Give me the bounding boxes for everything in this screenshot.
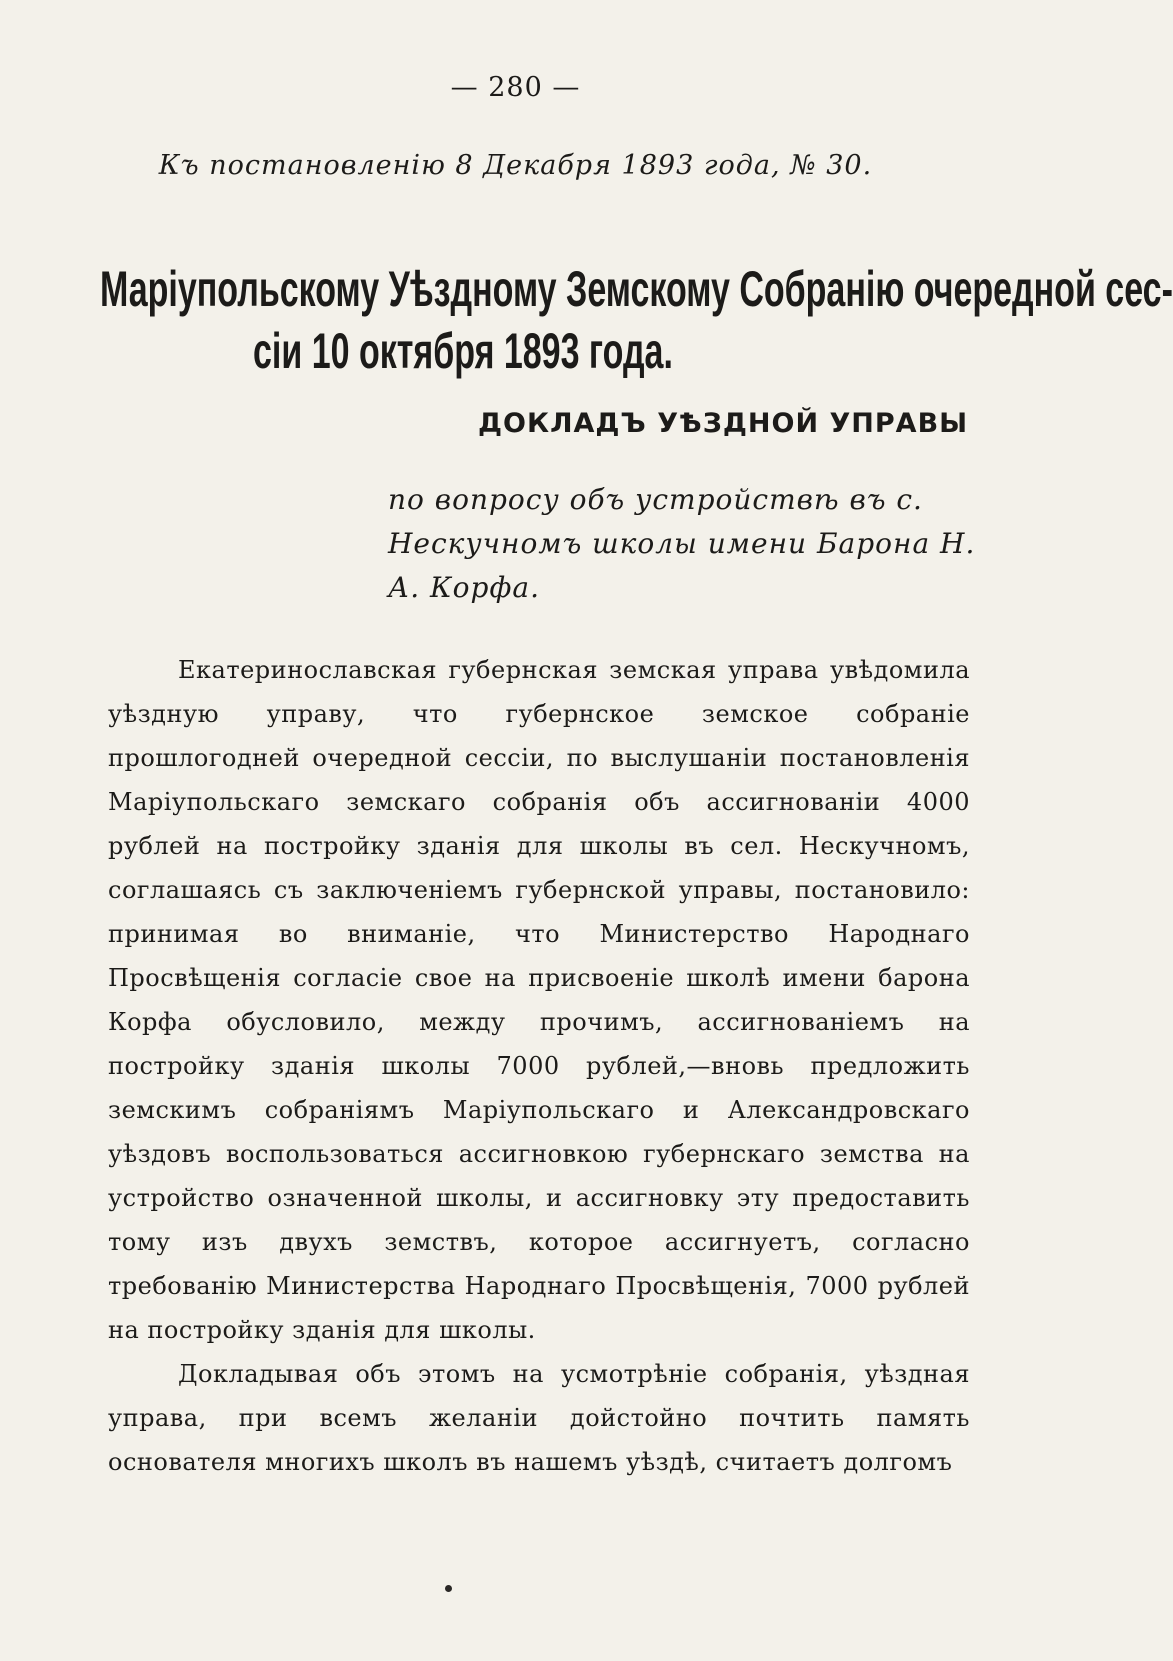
- report-body: [108, 648, 970, 1484]
- addressee-line-1: Маріупольскому Уѣздному Земскому Собранію очередной сес-: [100, 261, 1173, 317]
- body-paragraph-1: Екатеринославская губернская земская управа увѣдомила уѣздную управу, что губернское земское собраніе прошлогодней очередной сессіи, по выслушаніи постановленія Маріупольскаго земскаго собранія объ ассигнованіи 4000 рублей на постройку зданія для школы въ сел. Нескучномъ, соглашаясь съ заключеніемъ губернской управы, постановило: принимая во вниманіе, что Министерство Народнаго Просвѣщенія согласіе свое на присвоеніе школѣ имени барона Корфа обусловило, между прочимъ, ассигнованіемъ на постройку зданія школы 7000 рублей,—вновь предложить земскимъ собраніямъ Маріупольскаго и Александровскаго уѣздовъ воспользоваться ассигновкою губернскаго земства на устройство означенной школы, и ассигновку эту предоставить тому изъ двухъ земствъ, которое ассигнуетъ, согласно требованію Министерства Народнаго Просвѣщенія, 7000 рублей на постройку зданія для школы.: [108, 656, 970, 1344]
- body-paragraph-2: Докладывая объ этомъ на усмотрѣніе собранія, уѣздная управа, при всемъ желаніи дойстойно почтить память основателя многихъ школъ въ нашемъ уѣздѣ, считаетъ долгомъ: [108, 1360, 970, 1476]
- addressee-line-2: сіи 10 октября 1893 года.: [253, 323, 673, 379]
- resolution-reference: Къ постановленію 8 Декабря 1893 года, № 30.: [158, 150, 873, 181]
- print-mark-dot: [445, 1585, 452, 1592]
- addressee-heading: [100, 258, 1173, 382]
- page-number: — 280 —: [450, 72, 581, 103]
- report-heading: ДОКЛАДЪ УѢЗДНОЙ УПРАВЫ: [478, 408, 969, 439]
- report-subject: по вопросу объ устройствѣ въ с. Нескучномъ школы имени Барона Н. А. Корфа.: [388, 483, 976, 604]
